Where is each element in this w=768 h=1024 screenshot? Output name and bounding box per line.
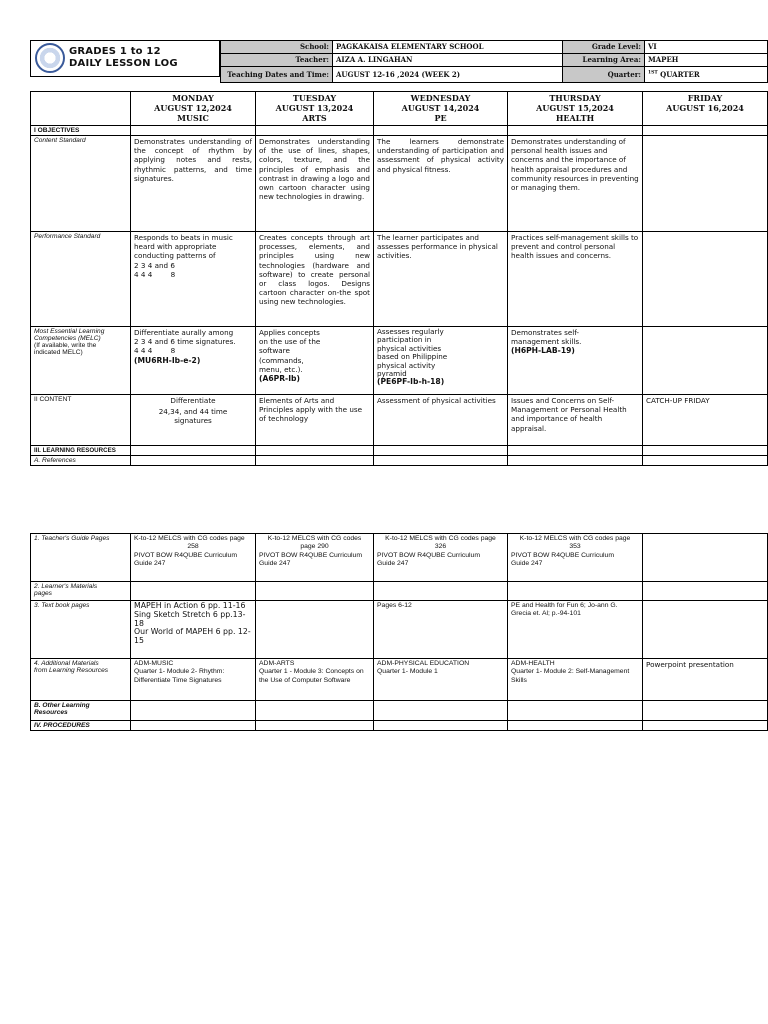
header-title-block bbox=[30, 40, 220, 77]
empty-cell bbox=[256, 446, 374, 456]
teachers-guide-tuesday bbox=[256, 534, 374, 582]
empty-cell bbox=[508, 582, 643, 601]
procedures-label: IV. PROCEDURES bbox=[31, 721, 131, 731]
title-line-2: DAILY LESSON LOG bbox=[69, 58, 178, 69]
textbook-label: 3. Text book pages bbox=[31, 601, 131, 659]
content-monday bbox=[131, 395, 256, 446]
content-standard-thursday: Demonstrates understanding of personal health issues and concerns and the importance of health appraisal procedures and community resources in preventing or managing them. bbox=[508, 136, 643, 232]
text-line: Quarter 1- Module 2- Rhythm: Differentiate Time Signatures bbox=[134, 668, 225, 684]
learners-materials-label bbox=[31, 582, 131, 601]
additional-materials-label bbox=[31, 659, 131, 701]
empty-cell bbox=[643, 701, 768, 721]
text-line: ADM-MUSIC bbox=[134, 660, 174, 667]
text-line: PIVOT BOW R4QUBE Curriculum bbox=[511, 551, 614, 559]
empty-cell bbox=[131, 701, 256, 721]
lesson-log-table bbox=[30, 91, 768, 466]
empty-cell bbox=[256, 126, 374, 136]
title-line-1: GRADES 1 to 12 bbox=[69, 46, 161, 57]
quarter-ordinal: 1ST bbox=[648, 70, 658, 76]
empty-cell bbox=[508, 126, 643, 136]
text-line: Sing Sketch Stretch 6 pp.13-18 bbox=[134, 609, 246, 628]
teachers-guide-monday bbox=[131, 534, 256, 582]
day-date: AUGUST 16,2024 bbox=[666, 103, 744, 113]
empty-cell bbox=[643, 456, 768, 466]
performance-standard-wednesday: The learner participates and assesses performance in physical activities. bbox=[374, 232, 508, 327]
learning-resources-label: III. LEARNING RESOURCES bbox=[31, 446, 131, 456]
day-name: TUESDAY bbox=[292, 93, 337, 103]
text-line: signatures bbox=[174, 416, 212, 426]
day-date: AUGUST 12,2024 bbox=[154, 103, 232, 113]
quarter-value bbox=[645, 67, 768, 83]
day-header-tuesday bbox=[256, 92, 374, 126]
corner-cell bbox=[31, 92, 131, 126]
text-line: PIVOT BOW R4QUBE Curriculum bbox=[134, 551, 237, 559]
text-line: K-to-12 MELCS with CG codes bbox=[267, 535, 362, 542]
melc-friday bbox=[643, 327, 768, 395]
day-name: THURSDAY bbox=[549, 93, 601, 103]
objectives-label: I OBJECTIVES bbox=[31, 126, 131, 136]
text-line: Differentiate aurally among bbox=[134, 328, 234, 337]
empty-cell bbox=[374, 126, 508, 136]
text-line: Our World of MAPEH 6 pp. 12-15 bbox=[134, 627, 251, 646]
performance-standard-friday bbox=[643, 232, 768, 327]
melc-thursday bbox=[508, 327, 643, 395]
performance-standard-thursday: Practices self-management skills to prevent and control personal health issues and concerns. bbox=[508, 232, 643, 327]
text-line: ADM-ARTS bbox=[259, 660, 295, 667]
text-line: 4 4 4 8 bbox=[134, 346, 176, 356]
additional-materials-wednesday bbox=[374, 659, 508, 701]
additional-materials-friday: Powerpoint presentation bbox=[643, 659, 768, 701]
quarter-label: Quarter: bbox=[563, 67, 645, 83]
day-date: AUGUST 15,2024 bbox=[536, 103, 614, 113]
empty-cell bbox=[508, 446, 643, 456]
text-line: from Learning Resources bbox=[34, 667, 109, 674]
text-line: indicated MELC) bbox=[34, 349, 83, 356]
textbook-thursday: PE and Health for Fun 6; Jo-ann G. Grecia et. Al; p.-94-101 bbox=[508, 601, 643, 659]
text-line: participation in bbox=[377, 335, 432, 345]
empty-cell bbox=[131, 446, 256, 456]
quarter-text: QUARTER bbox=[660, 70, 700, 79]
text-line: Most Essential Learning bbox=[34, 328, 105, 335]
teachers-guide-thursday bbox=[508, 534, 643, 582]
text-line: B. Other Learning bbox=[34, 702, 90, 709]
grade-value: VI bbox=[645, 41, 768, 54]
dates-label: Teaching Dates and Time: bbox=[221, 67, 333, 83]
text-line: K-to-12 MELCS with CG codes page bbox=[519, 535, 631, 542]
additional-materials-tuesday bbox=[256, 659, 374, 701]
performance-standard-label: Performance Standard bbox=[31, 232, 131, 327]
text-line: ADM-HEALTH bbox=[511, 660, 555, 667]
text-line: Responds to beats in music heard with appropriate conducting patterns of bbox=[134, 233, 233, 261]
melc-code: (H6PH-LAB-19) bbox=[511, 346, 575, 356]
teacher-label: Teacher: bbox=[221, 54, 333, 67]
melc-monday bbox=[131, 327, 256, 395]
text-line: 2 3 4 and 6 time signatures. bbox=[134, 337, 236, 347]
empty-cell bbox=[508, 456, 643, 466]
content-standard-monday: Demonstrates understanding of the concept of rhythm by applying notes and rests, rhythmic patterns, and time signatures. bbox=[131, 136, 256, 232]
empty-cell bbox=[374, 582, 508, 601]
text-line: Applies concepts bbox=[259, 328, 320, 337]
text-line: based on Philippine bbox=[377, 352, 448, 362]
text-line: Quarter 1- Module 2: Self-Management Skills bbox=[511, 668, 630, 684]
textbook-friday bbox=[643, 601, 768, 659]
day-subject: PE bbox=[434, 113, 447, 123]
empty-cell bbox=[256, 721, 374, 731]
text-line: Guide 247 bbox=[259, 560, 291, 568]
day-name: WEDNESDAY bbox=[410, 93, 471, 103]
empty-cell bbox=[643, 582, 768, 601]
text-line: Quarter 1- Module 1 bbox=[377, 668, 438, 676]
text-line: Demonstrates self- bbox=[511, 328, 579, 337]
performance-standard-monday bbox=[131, 232, 256, 327]
text-line: menu, etc.). bbox=[259, 364, 303, 374]
empty-cell bbox=[374, 456, 508, 466]
day-date: AUGUST 14,2024 bbox=[401, 103, 480, 113]
teachers-guide-friday bbox=[643, 534, 768, 582]
other-resources-label bbox=[31, 701, 131, 721]
empty-cell bbox=[374, 721, 508, 731]
dates-value: AUGUST 12-16 ,2024 (WEEK 2) bbox=[333, 67, 563, 83]
teacher-value: AIZA A. LINGAHAN bbox=[333, 54, 563, 67]
content-wednesday: Assessment of physical activities bbox=[374, 395, 508, 446]
text-line: page 290 bbox=[300, 543, 329, 551]
text-line: Guide 247 bbox=[134, 560, 166, 568]
performance-standard-tuesday: Creates concepts through art processes, elements, and principles using new technologies (hardware and software) to create personal or class logos. Designs cartoon character on-the spot using new technologies. bbox=[256, 232, 374, 327]
header-info-table bbox=[220, 40, 768, 83]
deped-seal-icon bbox=[35, 43, 65, 73]
text-line: Resources bbox=[34, 709, 68, 716]
learning-area-label: Learning Area: bbox=[563, 54, 645, 67]
text-line: K-to-12 MELCS with CG codes page bbox=[385, 535, 496, 542]
melc-code: (A6PR-Ib) bbox=[259, 374, 300, 384]
content-standard-wednesday: The learners demonstrate understanding of participation and assessment of physical activity and physical fitness. bbox=[374, 136, 508, 232]
day-name: MONDAY bbox=[172, 93, 214, 103]
textbook-tuesday bbox=[256, 601, 374, 659]
textbook-wednesday: Pages 6-12 bbox=[374, 601, 508, 659]
content-standard-friday bbox=[643, 136, 768, 232]
text-line: (If available, write the bbox=[34, 342, 97, 349]
empty-cell bbox=[508, 701, 643, 721]
lesson-resources-table bbox=[30, 533, 768, 731]
document-title bbox=[69, 46, 178, 70]
school-value: PAGKAKAISA ELEMENTARY SCHOOL bbox=[333, 41, 563, 54]
text-line: 4. Additional Materials bbox=[34, 660, 99, 667]
empty-cell bbox=[131, 456, 256, 466]
teachers-guide-label: 1. Teacher's Guide Pages bbox=[31, 534, 131, 582]
text-line: 258 bbox=[187, 543, 199, 551]
text-line: K-to-12 MELCS with CG codes page bbox=[134, 535, 245, 542]
text-line: software bbox=[259, 346, 290, 356]
text-line: PIVOT BOW R4QUBE Curriculum bbox=[377, 551, 480, 559]
text-line: (commands, bbox=[259, 355, 304, 365]
text-line: Differentiate bbox=[170, 396, 216, 405]
empty-cell bbox=[374, 446, 508, 456]
text-line: management skills. bbox=[511, 337, 582, 347]
grade-label: Grade Level: bbox=[563, 41, 645, 54]
melc-code: (PE6PF-Ib-h-18) bbox=[377, 377, 445, 387]
empty-cell bbox=[643, 721, 768, 731]
text-line: 353 bbox=[569, 543, 581, 551]
text-line: 2 3 4 and 6 bbox=[134, 260, 175, 270]
empty-cell bbox=[374, 701, 508, 721]
text-line: pyramid bbox=[377, 369, 407, 379]
school-label: School: bbox=[221, 41, 333, 54]
text-line: Competencies (MELC) bbox=[34, 335, 101, 342]
teachers-guide-wednesday bbox=[374, 534, 508, 582]
additional-materials-thursday bbox=[508, 659, 643, 701]
empty-cell bbox=[131, 721, 256, 731]
melc-code: (MU6RH-Ib-e-2) bbox=[134, 355, 201, 365]
text-line: PIVOT BOW R4QUBE Curriculum bbox=[259, 551, 362, 559]
text-line: 2. Learner's Materials bbox=[34, 583, 98, 590]
additional-materials-monday bbox=[131, 659, 256, 701]
empty-cell bbox=[256, 701, 374, 721]
text-line: 4 4 4 8 bbox=[134, 269, 176, 279]
day-header-thursday bbox=[508, 92, 643, 126]
day-subject: MUSIC bbox=[177, 113, 209, 123]
text-line: physical activities bbox=[377, 343, 442, 353]
empty-cell bbox=[508, 721, 643, 731]
content-thursday: Issues and Concerns on Self-Management or Personal Health and importance of health appraisal. bbox=[508, 395, 643, 446]
empty-cell bbox=[256, 582, 374, 601]
day-subject: ARTS bbox=[302, 113, 327, 123]
content-friday: CATCH-UP FRIDAY bbox=[643, 395, 768, 446]
content-standard-label: Content Standard bbox=[31, 136, 131, 232]
text-line: 326 bbox=[434, 543, 447, 551]
text-line: 24,34, and 44 time bbox=[158, 407, 228, 417]
references-label: A. References bbox=[31, 456, 131, 466]
text-line: Assesses regularly bbox=[377, 327, 444, 336]
content-label: II CONTENT bbox=[31, 395, 131, 446]
day-date: AUGUST 13,2024 bbox=[275, 103, 354, 113]
content-standard-tuesday: Demonstrates understanding of the use of lines, shapes, colors, texture, and the principles of emphasis and contrast in drawing a logo and own cartoon character using new technologies in drawing. bbox=[256, 136, 374, 232]
text-line: on the use of the bbox=[259, 337, 321, 347]
day-header-friday bbox=[643, 92, 768, 126]
learning-area-value: MAPEH bbox=[645, 54, 768, 67]
empty-cell bbox=[131, 582, 256, 601]
content-tuesday: Elements of Arts and Principles apply with the use of technology bbox=[256, 395, 374, 446]
text-line: Guide 247 bbox=[377, 560, 409, 568]
day-subject: HEALTH bbox=[555, 113, 595, 123]
empty-cell bbox=[643, 126, 768, 136]
textbook-monday bbox=[131, 601, 256, 659]
empty-cell bbox=[643, 446, 768, 456]
day-name: FRIDAY bbox=[687, 93, 723, 103]
day-header-monday bbox=[131, 92, 256, 126]
text-line: Guide 247 bbox=[511, 560, 543, 568]
melc-tuesday bbox=[256, 327, 374, 395]
text-line: Quarter 1 - Module 3: Concepts on the Use of Computer Software bbox=[259, 668, 364, 684]
text-line: pages bbox=[34, 590, 52, 597]
text-line: ADM-PHYSICAL EDUCATION bbox=[377, 660, 470, 667]
melc-label bbox=[31, 327, 131, 395]
day-header-wednesday bbox=[374, 92, 508, 126]
text-line: physical activity bbox=[377, 360, 436, 370]
empty-cell bbox=[131, 126, 256, 136]
empty-cell bbox=[256, 456, 374, 466]
melc-wednesday bbox=[374, 327, 508, 395]
text-line: MAPEH in Action 6 pp. 11-16 bbox=[134, 601, 246, 610]
